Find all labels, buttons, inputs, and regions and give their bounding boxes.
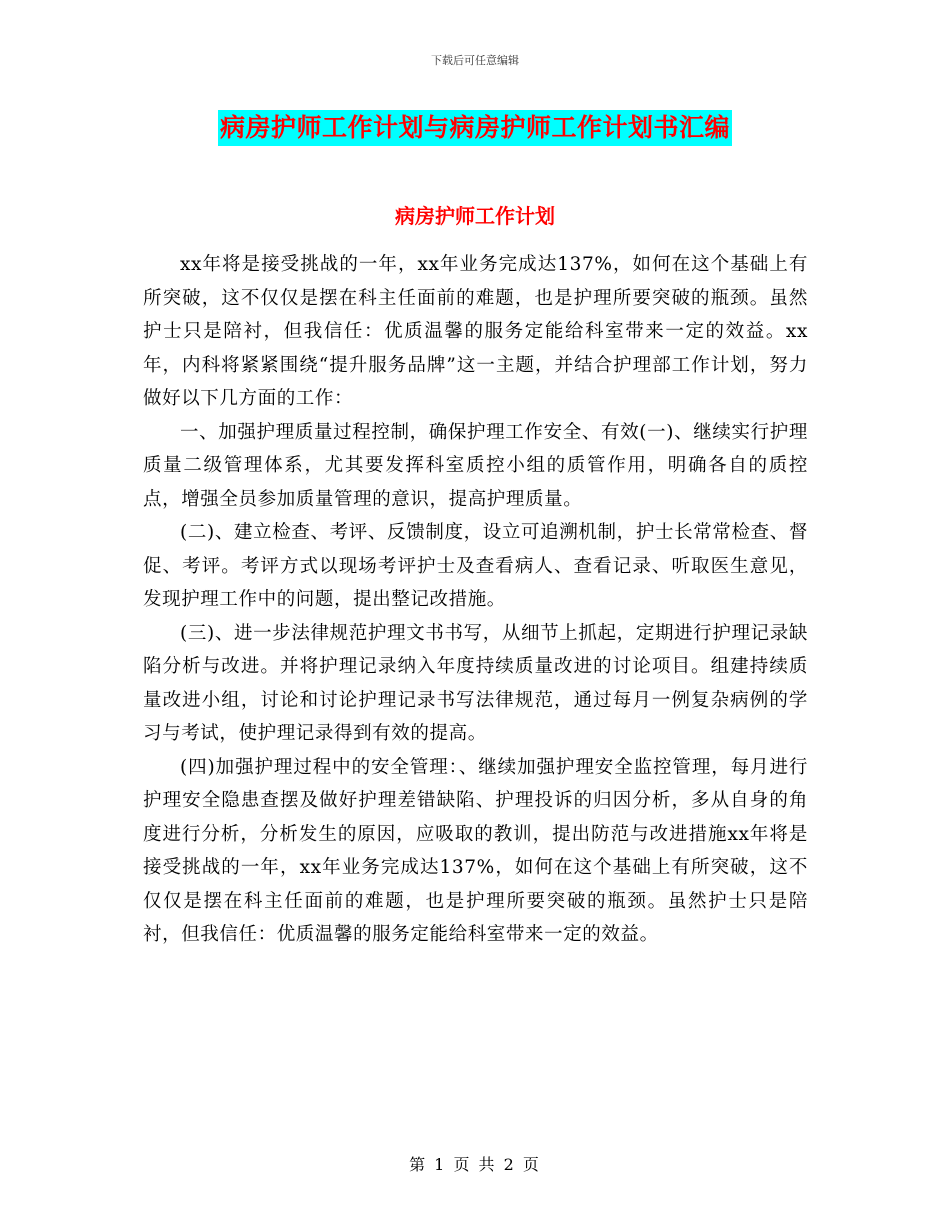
paragraph-inspection-system: (二)、建立检查、考评、反馈制度，设立可追溯机制，护士长常常检查、督促、考评。考评方式以现场考评护士及查看病人、查看记录、听取医生意见，发现护理工作中的问题，提出整记改措施。 (143, 522, 808, 610)
paragraph-intro: xx年将是接受挑战的一年，xx年业务完成达137%，如何在这个基础上有所突破，这不仅仅是摆在科主任面前的难题，也是护理所要突破的瓶颈。虽然护士只是陪衬，但我信任：优质温馨的服务定能给科室带来一定的效益。xx年，内科将紧紧围绕“提升服务品牌”这一主题，并结合护理部工作计划，努力做好以下几方面的工作： (143, 254, 808, 409)
paragraph-nursing-documents: (三)、进一步法律规范护理文书书写，从细节上抓起，定期进行护理记录缺陷分析与改进。并将护理记录纳入年度持续质量改进的讨论项目。组建持续质量改进小组，讨论和讨论护理记录书写法律规范，通过每月一例复杂病例的学习与考试，使护理记录得到有效的提高。 (143, 622, 808, 744)
document-body (143, 248, 808, 952)
section-title: 病房护师工作计划 (395, 204, 555, 228)
paragraph-quality-control: 一、加强护理质量过程控制，确保护理工作安全、有效(一)、继续实行护理质量二级管理体系，尤其要发挥科室质控小组的质管作用，明确各自的质控点，增强全员参加质量管理的意识，提高护理质量。 (143, 421, 808, 510)
title-container (0, 110, 950, 146)
document-title: 病房护师工作计划与病房护师工作计划书汇编 (218, 110, 732, 146)
page-header-note: 下载后可任意编辑 (431, 54, 519, 67)
page-number: 第 1 页 共 2 页 (409, 1155, 541, 1174)
paragraph-safety-management: (四)加强护理过程中的安全管理：、继续加强护理安全监控管理，每月进行护理安全隐患查摆及做好护理差错缺陷、护理投诉的归因分析，多从自身的角度进行分析，分析发生的原因，应吸取的教训，提出防范与改进措施xx年将是接受挑战的一年，xx年业务完成达137%，如何在这个基础上有所突破，这不仅仅是摆在科主任面前的难题，也是护理所要突破的瓶颈。虽然护士只是陪衬，但我信任：优质温馨的服务定能给科室带来一定的效益。 (143, 756, 808, 945)
